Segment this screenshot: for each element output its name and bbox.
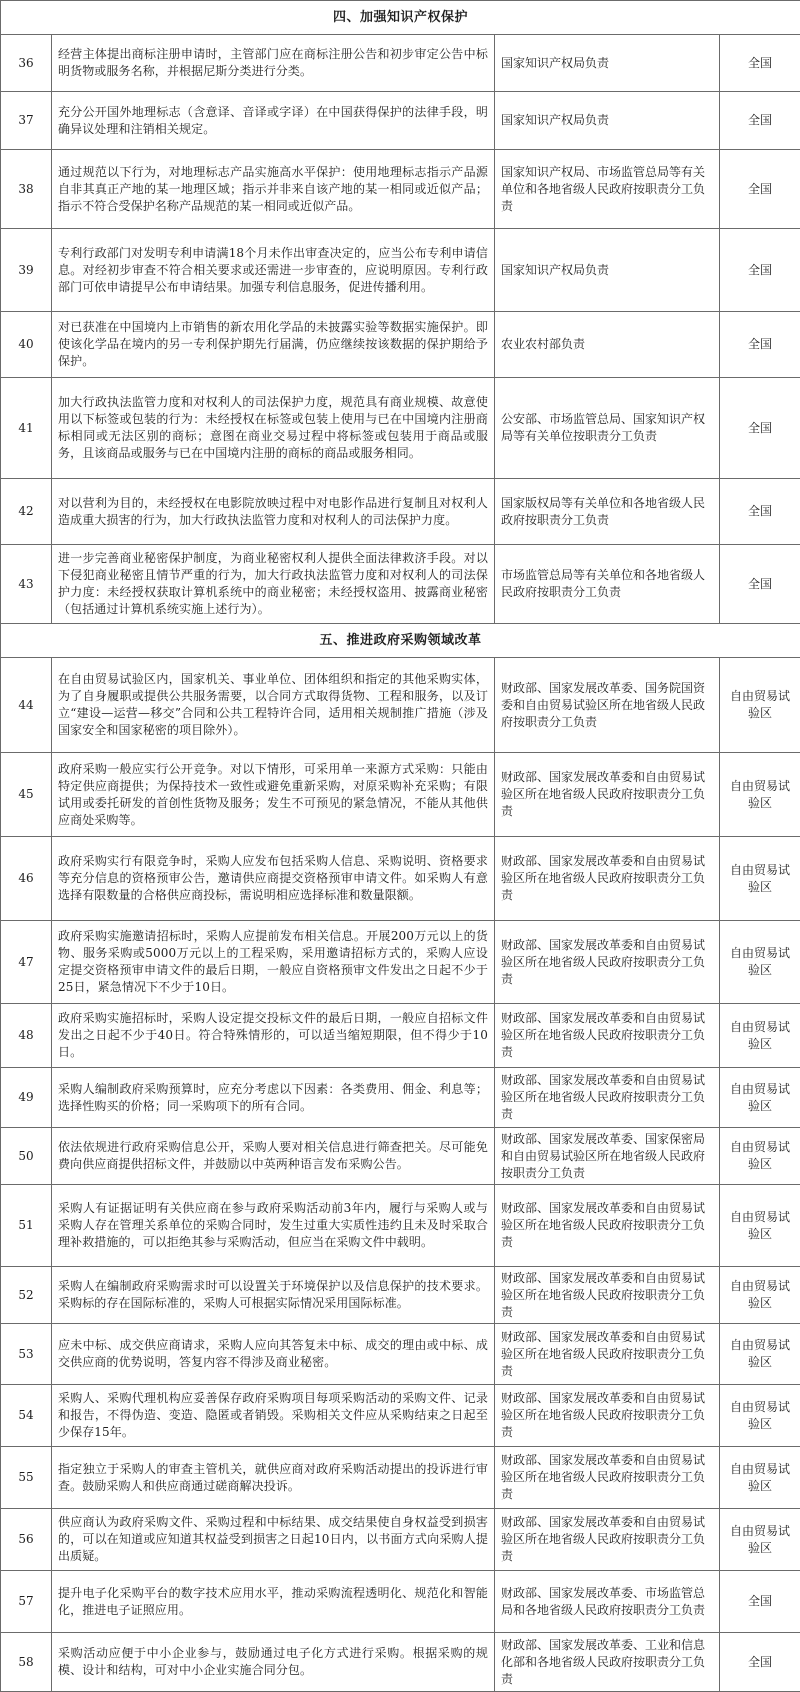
implementation-scope: 全国 — [720, 479, 800, 545]
responsible-units: 财政部、国家发展改革委、国务院国资委和自由贸易试验区所在地省级人民政府按职责分工负责 — [495, 658, 720, 753]
section-title: 四、加强知识产权保护 — [1, 1, 800, 35]
implementation-scope: 自由贸易试验区 — [720, 1068, 800, 1128]
measure-content: 应未中标、成交供应商请求，采购人应向其答复未中标、成交的理由或中标、成交供应商的优势说明，答复内容不得涉及商业秘密。 — [52, 1324, 495, 1385]
row-number: 51 — [1, 1185, 52, 1267]
implementation-scope: 自由贸易试验区 — [720, 1509, 800, 1571]
measure-content: 进一步完善商业秘密保护制度，为商业秘密权利人提供全面法律救济手段。对以下侵犯商业秘密且情节严重的行为，加大行政执法监管力度和对权利人的司法保护力度：未经授权获取计算机系统中的商业秘密；未经授权盗用、披露商业秘密（包括通过计算机系统实施上述行为）。 — [52, 545, 495, 624]
implementation-scope: 全国 — [720, 229, 800, 312]
section-header-row — [1, 1, 800, 35]
measure-content: 依法依规进行政府采购信息公开，采购人要对相关信息进行筛查把关。尽可能免费向供应商提供招标文件，并鼓励以中英两种语言发布采购公告。 — [52, 1128, 495, 1185]
table-row — [1, 545, 800, 624]
measure-content: 充分公开国外地理标志（含意译、音译或字译）在中国获得保护的法律手段，明确异议处理和注销相关规定。 — [52, 92, 495, 150]
implementation-scope: 全国 — [720, 35, 800, 92]
row-number: 54 — [1, 1385, 52, 1447]
measure-content: 采购人有证据证明有关供应商在参与政府采购活动前3年内，履行与采购人或与采购人存在管理关系单位的采购合同时，发生过重大实质性违约且未及时采取合理补救措施的，可以拒绝其参与采购活动，但应当在采购文件中载明。 — [52, 1185, 495, 1267]
measure-content: 经营主体提出商标注册申请时，主管部门应在商标注册公告和初步审定公告中标明货物或服务名称，并根据尼斯分类进行分类。 — [52, 35, 495, 92]
implementation-scope: 自由贸易试验区 — [720, 837, 800, 921]
responsible-units: 国家知识产权局负责 — [495, 229, 720, 312]
measure-content: 通过规范以下行为，对地理标志产品实施高水平保护：使用地理标志指示产品源自非其真正产地的某一地理区域；指示并非来自该产地的某一相同或近似产品；指示不符合受保护名称产品规范的某一相同或近似产品。 — [52, 150, 495, 229]
responsible-units: 财政部、国家发展改革委和自由贸易试验区所在地省级人民政府按职责分工负责 — [495, 1509, 720, 1571]
responsible-units: 财政部、国家发展改革委和自由贸易试验区所在地省级人民政府按职责分工负责 — [495, 837, 720, 921]
implementation-scope: 全国 — [720, 92, 800, 150]
measure-content: 在自由贸易试验区内，国家机关、事业单位、团体组织和指定的其他采购实体，为了自身履职或提供公共服务需要，以合同方式取得货物、工程和服务，以及订立“建设—运营—移交”合同和公共工程特许合同，适用相关规制推广措施（涉及国家安全和国家秘密的项目除外）。 — [52, 658, 495, 753]
section-header-row — [1, 624, 800, 658]
row-number: 36 — [1, 35, 52, 92]
table-row — [1, 1128, 800, 1185]
section-title: 五、推进政府采购领域改革 — [1, 624, 800, 658]
table-row — [1, 1571, 800, 1633]
table-row — [1, 35, 800, 92]
responsible-units: 财政部、国家发展改革委和自由贸易试验区所在地省级人民政府按职责分工负责 — [495, 1447, 720, 1509]
table-row — [1, 150, 800, 229]
row-number: 38 — [1, 150, 52, 229]
row-number: 39 — [1, 229, 52, 312]
measure-content: 对已获准在中国境内上市销售的新农用化学品的未披露实验等数据实施保护。即使该化学品在境内的另一专利保护期先行届满，仍应继续按该数据的保护期给予保护。 — [52, 312, 495, 378]
table-row — [1, 1633, 800, 1692]
row-number: 41 — [1, 378, 52, 479]
row-number: 57 — [1, 1571, 52, 1633]
responsible-units: 公安部、市场监管总局、国家知识产权局等有关单位按职责分工负责 — [495, 378, 720, 479]
row-number: 58 — [1, 1633, 52, 1692]
table-row — [1, 1004, 800, 1068]
row-number: 50 — [1, 1128, 52, 1185]
implementation-scope: 自由贸易试验区 — [720, 1004, 800, 1068]
implementation-scope: 自由贸易试验区 — [720, 1324, 800, 1385]
implementation-scope: 自由贸易试验区 — [720, 753, 800, 837]
measure-content: 政府采购实行有限竞争时，采购人应发布包括采购人信息、采购说明、资格要求等充分信息的资格预审公告，邀请供应商提交资格预审申请文件。如采购人有意选择有限数量的合格供应商投标，需说明相应选择标准和数量限额。 — [52, 837, 495, 921]
measure-content: 供应商认为政府采购文件、采购过程和中标结果、成交结果使自身权益受到损害的，可以在知道或应知道其权益受到损害之日起10日内，以书面方式向采购人提出质疑。 — [52, 1509, 495, 1571]
implementation-scope: 全国 — [720, 150, 800, 229]
measure-content: 政府采购实施邀请招标时，采购人应提前发布相关信息。开展200万元以上的货物、服务采购或5000万元以上的工程采购，采用邀请招标方式的，采购人应设定提交资格预审申请文件的最后日期，一般应自资格预审文件发出之日起不少于25日，紧急情况下不少于10日。 — [52, 921, 495, 1004]
implementation-scope: 自由贸易试验区 — [720, 1185, 800, 1267]
measure-content: 政府采购一般应实行公开竞争。对以下情形，可采用单一来源方式采购：只能由特定供应商提供；为保持技术一致性或避免重新采购，对原采购补充采购；有限试用或委托研发的首创性货物及服务；发生不可预见的紧急情况，不能从其他供应商处采购等。 — [52, 753, 495, 837]
measure-content: 提升电子化采购平台的数字技术应用水平，推动采购流程透明化、规范化和智能化，推进电子证照应用。 — [52, 1571, 495, 1633]
responsible-units: 国家知识产权局、市场监管总局等有关单位和各地省级人民政府按职责分工负责 — [495, 150, 720, 229]
row-number: 37 — [1, 92, 52, 150]
row-number: 46 — [1, 837, 52, 921]
implementation-scope: 自由贸易试验区 — [720, 1128, 800, 1185]
table-row — [1, 753, 800, 837]
responsible-units: 国家知识产权局负责 — [495, 92, 720, 150]
table-row — [1, 92, 800, 150]
responsible-units: 财政部、国家发展改革委和自由贸易试验区所在地省级人民政府按职责分工负责 — [495, 1385, 720, 1447]
row-number: 42 — [1, 479, 52, 545]
row-number: 43 — [1, 545, 52, 624]
responsible-units: 财政部、国家发展改革委、工业和信息化部和各地省级人民政府按职责分工负责 — [495, 1633, 720, 1692]
row-number: 45 — [1, 753, 52, 837]
responsible-units: 市场监管总局等有关单位和各地省级人民政府按职责分工负责 — [495, 545, 720, 624]
responsible-units: 财政部、国家发展改革委、市场监管总局和各地省级人民政府按职责分工负责 — [495, 1571, 720, 1633]
implementation-scope: 全国 — [720, 312, 800, 378]
implementation-scope: 自由贸易试验区 — [720, 1447, 800, 1509]
responsible-units: 财政部、国家发展改革委和自由贸易试验区所在地省级人民政府按职责分工负责 — [495, 1267, 720, 1324]
implementation-scope: 自由贸易试验区 — [720, 1385, 800, 1447]
row-number: 40 — [1, 312, 52, 378]
table-row — [1, 837, 800, 921]
row-number: 53 — [1, 1324, 52, 1385]
measure-content: 采购人、采购代理机构应妥善保存政府采购项目每项采购活动的采购文件、记录和报告，不得伪造、变造、隐匿或者销毁。采购相关文件应从采购结束之日起至少保存15年。 — [52, 1385, 495, 1447]
responsible-units: 财政部、国家发展改革委和自由贸易试验区所在地省级人民政府按职责分工负责 — [495, 1004, 720, 1068]
row-number: 49 — [1, 1068, 52, 1128]
row-number: 47 — [1, 921, 52, 1004]
responsible-units: 农业农村部负责 — [495, 312, 720, 378]
row-number: 48 — [1, 1004, 52, 1068]
responsible-units: 国家版权局等有关单位和各地省级人民政府按职责分工负责 — [495, 479, 720, 545]
row-number: 55 — [1, 1447, 52, 1509]
table-row — [1, 479, 800, 545]
table-row — [1, 1068, 800, 1128]
measure-content: 采购人编制政府采购预算时，应充分考虑以下因素：各类费用、佣金、利息等；选择性购买的价格；同一采购项下的所有合同。 — [52, 1068, 495, 1128]
table-row — [1, 1447, 800, 1509]
measure-content: 加大行政执法监管力度和对权利人的司法保护力度，规范具有商业规模、故意使用以下标签或包装的行为：未经授权在标签或包装上使用与已在中国境内注册商标相同或无法区别的商标；意图在商业交易过程中将标签或包装用于商品或服务，且该商品或服务与已在中国境内注册的商标的商品或服务相同。 — [52, 378, 495, 479]
table-row — [1, 1509, 800, 1571]
implementation-scope: 全国 — [720, 1571, 800, 1633]
table-row — [1, 1267, 800, 1324]
table-row — [1, 1385, 800, 1447]
table-row — [1, 378, 800, 479]
measure-content: 专利行政部门对发明专利申请满18个月未作出审查决定的，应当公布专利申请信息。对经初步审查不符合相关要求或还需进一步审查的，应说明原因。专利行政部门可依申请提早公布申请结果。加强专利信息服务，促进传播利用。 — [52, 229, 495, 312]
implementation-scope: 全国 — [720, 1633, 800, 1692]
table-row — [1, 312, 800, 378]
table-row — [1, 229, 800, 312]
responsible-units: 国家知识产权局负责 — [495, 35, 720, 92]
row-number: 52 — [1, 1267, 52, 1324]
responsible-units: 财政部、国家发展改革委和自由贸易试验区所在地省级人民政府按职责分工负责 — [495, 1185, 720, 1267]
row-number: 44 — [1, 658, 52, 753]
implementation-scope: 全国 — [720, 545, 800, 624]
table-row — [1, 1185, 800, 1267]
measure-content: 采购人在编制政府采购需求时可以设置关于环境保护以及信息保护的技术要求。采购标的存在国际标准的，采购人可根据实际情况采用国际标准。 — [52, 1267, 495, 1324]
responsible-units: 财政部、国家发展改革委、国家保密局和自由贸易试验区所在地省级人民政府按职责分工负责 — [495, 1128, 720, 1185]
responsible-units: 财政部、国家发展改革委和自由贸易试验区所在地省级人民政府按职责分工负责 — [495, 753, 720, 837]
table-row — [1, 921, 800, 1004]
responsible-units: 财政部、国家发展改革委和自由贸易试验区所在地省级人民政府按职责分工负责 — [495, 921, 720, 1004]
implementation-scope: 自由贸易试验区 — [720, 1267, 800, 1324]
responsible-units: 财政部、国家发展改革委和自由贸易试验区所在地省级人民政府按职责分工负责 — [495, 1068, 720, 1128]
measure-content: 政府采购实施招标时，采购人设定提交投标文件的最后日期，一般应自招标文件发出之日起不少于40日。符合特殊情形的，可以适当缩短期限，但不得少于10日。 — [52, 1004, 495, 1068]
row-number: 56 — [1, 1509, 52, 1571]
responsible-units: 财政部、国家发展改革委和自由贸易试验区所在地省级人民政府按职责分工负责 — [495, 1324, 720, 1385]
implementation-scope: 全国 — [720, 378, 800, 479]
measure-content: 对以营利为目的，未经授权在电影院放映过程中对电影作品进行复制且对权利人造成重大损害的行为，加大行政执法监管力度和对权利人的司法保护力度。 — [52, 479, 495, 545]
table-row — [1, 658, 800, 753]
implementation-scope: 自由贸易试验区 — [720, 658, 800, 753]
table-row — [1, 1324, 800, 1385]
implementation-scope: 自由贸易试验区 — [720, 921, 800, 1004]
measure-content: 指定独立于采购人的审查主管机关，就供应商对政府采购活动提出的投诉进行审查。鼓励采购人和供应商通过磋商解决投诉。 — [52, 1447, 495, 1509]
measure-content: 采购活动应便于中小企业参与，鼓励通过电子化方式进行采购。根据采购的规模、设计和结构，可对中小企业实施合同分包。 — [52, 1633, 495, 1692]
